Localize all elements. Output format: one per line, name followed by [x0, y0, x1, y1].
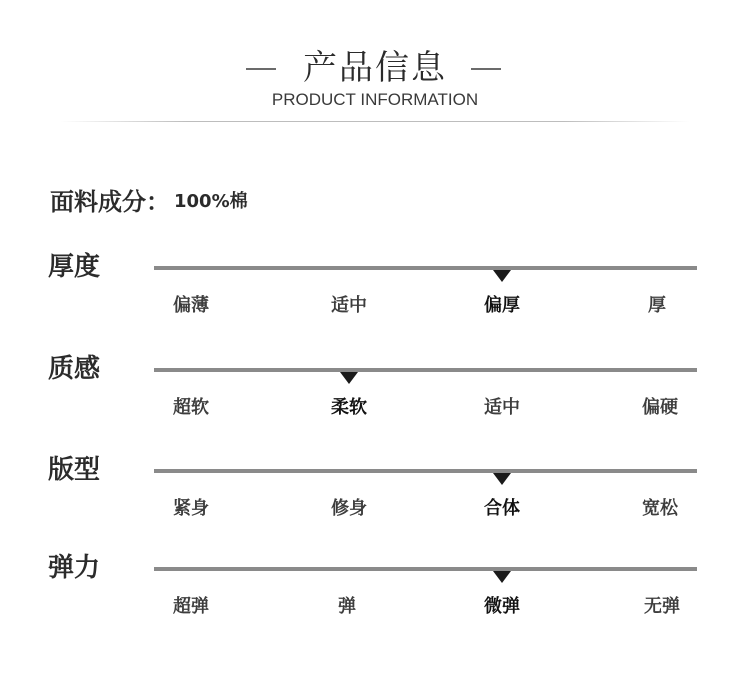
scale-option: 弹 [338, 596, 356, 617]
attribute-label: 厚度 [48, 252, 101, 282]
scale-option: 适中 [331, 295, 367, 316]
scale-option: 厚 [648, 295, 666, 316]
scale-option: 微弹 [484, 596, 520, 617]
scale-bar [154, 368, 697, 372]
scale-bar [154, 567, 697, 571]
scale-bar [154, 469, 697, 473]
attribute-label: 弹力 [48, 553, 101, 583]
scale-option: 紧身 [173, 498, 209, 519]
material-value: 100%棉 [174, 191, 248, 212]
selection-pointer-icon [493, 571, 511, 583]
scale-option: 合体 [484, 498, 520, 519]
title-dash-right [471, 68, 501, 70]
section-title: 产品信息 [303, 48, 447, 88]
scale-option: 超软 [173, 397, 209, 418]
attribute-row-thickness [0, 250, 750, 330]
selection-pointer-icon [340, 372, 358, 384]
selection-pointer-icon [493, 270, 511, 282]
scale-option: 超弹 [173, 596, 209, 617]
scale-option: 偏厚 [484, 295, 520, 316]
material-label: 面料成分： [50, 188, 170, 216]
scale-bar [154, 266, 697, 270]
attribute-label: 版型 [48, 455, 101, 485]
selection-pointer-icon [493, 473, 511, 485]
attribute-label: 质感 [48, 354, 101, 384]
scale-option: 无弹 [644, 596, 680, 617]
section-header [0, 0, 750, 130]
material-composition [50, 184, 248, 220]
scale-option: 柔软 [331, 397, 367, 418]
section-subtitle: PRODUCT INFORMATION [271, 90, 479, 109]
header-divider [60, 121, 690, 122]
attribute-row-elasticity [0, 551, 750, 631]
scale-option: 偏薄 [173, 295, 209, 316]
scale-option: 偏硬 [642, 397, 678, 418]
scale-option: 修身 [331, 498, 367, 519]
scale-option: 宽松 [642, 498, 678, 519]
attribute-row-texture [0, 352, 750, 432]
attribute-row-fit [0, 453, 750, 533]
scale-option: 适中 [484, 397, 520, 418]
